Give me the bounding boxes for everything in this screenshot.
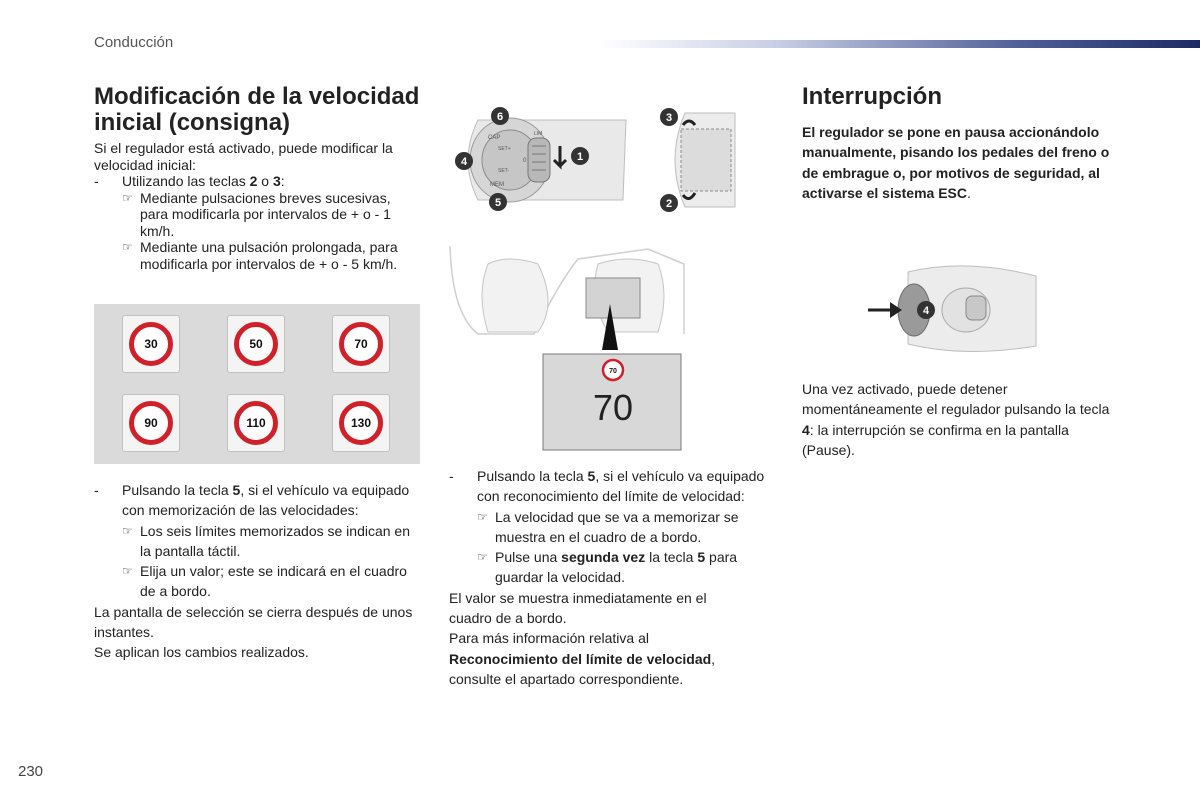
list-item (94, 173, 420, 190)
pointing-hand-icon: ☞ (477, 509, 488, 524)
sub-item-text: Los seis límites memorizados se indican en la pantalla táctil. (140, 522, 411, 559)
left-lower-block (94, 480, 424, 663)
pointing-hand-icon: ☞ (477, 550, 488, 565)
list-item (449, 466, 779, 507)
stalk-label: SET+ (498, 146, 511, 152)
dashboard-illustration (448, 244, 688, 454)
paragraph: Se aplican los cambios realizados. (94, 644, 309, 661)
stalk-label: LIM (534, 131, 543, 137)
dash-bullet: - (94, 482, 99, 498)
dash-bullet: - (94, 173, 99, 189)
cruise-control-stalk-illustration (448, 100, 638, 220)
speed-sign-box (332, 394, 390, 452)
stalk-side-view-illustration (655, 103, 745, 218)
display-speed-sign: 70 (609, 368, 617, 375)
paragraph: Reconocimiento del límite de velocidad, (449, 650, 716, 667)
speed-limit-sign: 70 (339, 322, 383, 366)
left-intro-block (94, 140, 420, 272)
page-number: 230 (18, 763, 44, 780)
pointing-hand-icon: ☞ (122, 190, 133, 205)
stalk-label: SET- (498, 168, 510, 174)
display-speed-value: 70 (592, 387, 634, 428)
speed-limit-sign: 90 (129, 401, 173, 445)
paragraph: consulte el apartado correspondiente. (449, 670, 684, 687)
sub-item (449, 507, 779, 548)
sub-item (94, 239, 420, 272)
sub-item-text: Mediante una pulsación prolongada, para modificarla por intervalos de + o - 5 km/h. (140, 239, 398, 272)
header-bar (600, 40, 1200, 48)
callout-number: 3 (665, 112, 673, 124)
list-item-text: Utilizando las teclas 2 o 3: (122, 173, 285, 189)
pointing-hand-icon: ☞ (122, 240, 133, 254)
paragraph: Para más información relativa al (449, 630, 649, 647)
stalk-label: CAP (488, 135, 501, 141)
speed-sign-box (227, 315, 285, 373)
speed-sign-box (227, 394, 285, 452)
speed-limit-sign: 30 (129, 322, 173, 366)
stalk-label: MEM (490, 182, 504, 188)
sub-item-text: Pulse una segunda vez la tecla 5 para guardar la velocidad. (495, 549, 738, 586)
pointing-hand-icon: ☞ (122, 564, 133, 579)
sub-item-text: La velocidad que se va a memorizar se muestra en el cuadro de a bordo. (495, 508, 739, 545)
stalk-button-4-illustration (866, 262, 1046, 358)
sub-item-text: Mediante pulsaciones breves sucesivas, para modificarla por intervalos de + o - 1 km/h. (140, 189, 391, 239)
callout-number: 2 (665, 198, 673, 210)
paragraph: El valor se muestra inmediatamente en el cuadro de a bordo. (449, 589, 707, 627)
section-title-modification: Modificación de la velocidad inicial (consigna) (94, 83, 420, 136)
section-title-interruption: Interrupción (802, 83, 943, 110)
speed-limit-sign: 110 (234, 401, 278, 445)
sub-item-text: Elija un valor; este se indicará en el cuadro de a bordo. (140, 563, 407, 600)
paragraph: La pantalla de selección se cierra después de unos instantes. (94, 603, 413, 641)
intro-text: Si el regulador está activado, puede modificar la velocidad inicial: (94, 140, 393, 173)
sub-item (94, 521, 424, 562)
speed-sign-box (122, 315, 180, 373)
interruption-text: Una vez activado, puede detener momentáneamente el regulador pulsando la tecla 4: la interrupción se confirma en la pantalla (Pause). (802, 381, 1110, 458)
callout-number: 5 (494, 197, 502, 209)
speed-sign-box (122, 394, 180, 452)
sub-item (94, 190, 420, 240)
list-item-text: Pulsando la tecla 5, si el vehículo va equipado con reconocimiento del límite de velocidad: (477, 468, 765, 505)
callout-number: 4 (460, 156, 468, 168)
speed-limit-sign: 130 (339, 401, 383, 445)
section-label: Conducción (94, 34, 174, 51)
middle-text-block (449, 466, 779, 689)
speed-sign-grid (94, 304, 420, 464)
dash-bullet: - (449, 468, 454, 484)
interruption-warning: El regulador se pone en pausa accionándolo manualmente, pisando los pedales del freno o de embrague o, por motivos de seguridad, al activarse el sistema ESC. (802, 124, 1110, 201)
sub-item (449, 547, 779, 588)
sub-item (94, 561, 424, 602)
speed-sign-box (332, 315, 390, 373)
stalk-label: 0 (523, 158, 527, 164)
list-item-text: Pulsando la tecla 5, si el vehículo va equipado con memorización de las velocidades: (122, 482, 410, 519)
speed-limit-sign: 50 (234, 322, 278, 366)
callout-number: 1 (576, 151, 584, 163)
list-item (94, 480, 424, 521)
callout-number: 4 (922, 305, 930, 317)
callout-number: 6 (496, 111, 504, 123)
pointing-hand-icon: ☞ (122, 523, 133, 538)
